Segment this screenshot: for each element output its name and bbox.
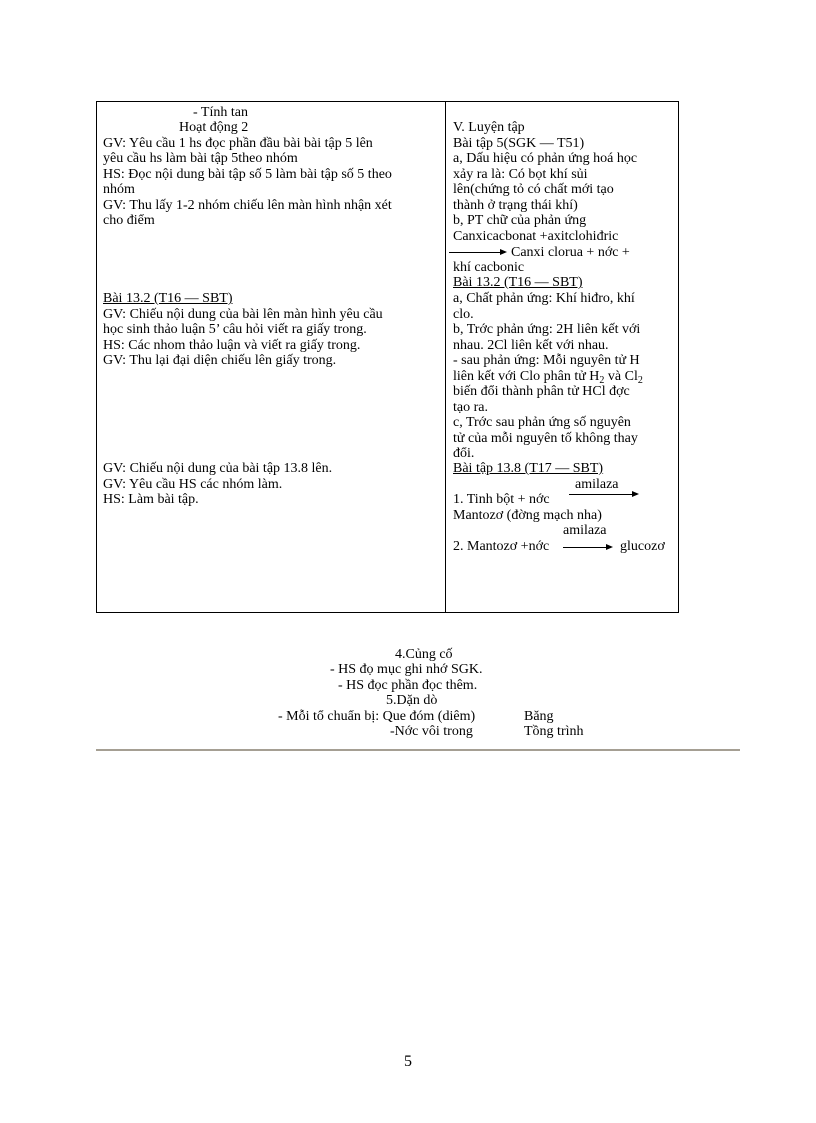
left-line: GV: Thu lại đại diện chiếu lên giấy trong.: [103, 353, 337, 368]
right-line: biến đổi thành phân tử HCl đợc: [453, 384, 630, 399]
right-line: Canxi clorua + nớc +: [511, 245, 630, 260]
left-line: HS: Đọc nội dung bài tập số 5 làm bài tập số 5 theo: [103, 167, 392, 182]
right-line: glucozơ: [620, 539, 665, 554]
footer-line: - HS đọc phần đọc thêm.: [338, 678, 478, 693]
right-line: xảy ra là: Có bọt khí sủi: [453, 167, 588, 182]
section-heading: 5.Dặn dò: [386, 693, 438, 708]
left-line: học sinh thảo luận 5’ câu hỏi viết ra giấy trong.: [103, 322, 367, 337]
right-line: lên(chứng tỏ có chất mới tạo: [453, 182, 614, 197]
reaction-arrow: [563, 547, 611, 548]
exercise-heading: Bài 13.2 (T16 — SBT): [103, 291, 233, 306]
footer-line: -Nớc vôi trong: [390, 724, 473, 739]
left-line: GV: Chiếu nội dung của bài lên màn hình yêu cầu: [103, 307, 383, 322]
right-line: tạo ra.: [453, 400, 488, 415]
right-line: a, Chất phản ứng: Khí hiđro, khí: [453, 291, 635, 306]
right-line: liên kết với Clo phân tử $H_2$ và $Cl_2$: [453, 369, 643, 386]
right-line: - sau phản ứng: Mỗi nguyên tử H: [453, 353, 640, 368]
right-line: Canxicacbonat +axitclohiđric: [453, 229, 619, 244]
right-line: khí cacbonic: [453, 260, 525, 275]
right-line: clo.: [453, 307, 474, 322]
right-line: b, PT chữ của phản ứng: [453, 213, 587, 228]
left-line: GV: Yêu cầu HS các nhóm làm.: [103, 477, 283, 492]
right-line: thành ở trạng thái khí): [453, 198, 578, 213]
left-line: GV: Chiếu nội dung của bài tập 13.8 lên.: [103, 461, 333, 476]
left-line: cho điểm: [103, 213, 155, 228]
enzyme-label: amilaza: [575, 477, 619, 492]
enzyme-label: amilaza: [563, 523, 607, 538]
lesson-table: [96, 101, 679, 613]
footer-line: - Mỗi tổ chuẩn bị: Que đóm (diêm): [278, 709, 476, 724]
right-line: 1. Tinh bột + nớc: [453, 492, 550, 507]
right-line: nhau. 2Cl liên kết với nhau.: [453, 338, 609, 353]
exercise-heading: Bài 13.2 (T16 — SBT): [453, 275, 583, 290]
left-line: HS: Làm bài tập.: [103, 492, 199, 507]
column-divider: [445, 102, 446, 612]
footer-rule: [96, 749, 740, 751]
page-number: 5: [404, 1053, 412, 1070]
right-line: Bài tập 5(SGK — T51): [453, 136, 585, 151]
exercise-heading: Bài tập 13.8 (T17 — SBT): [453, 461, 604, 476]
section-heading: V. Luyện tập: [453, 120, 525, 135]
reaction-arrow: [569, 494, 637, 495]
reaction-arrow: [449, 252, 505, 253]
activity-heading: Hoạt động 2: [179, 120, 249, 135]
section-heading: 4.Củng cố: [395, 647, 453, 662]
left-line: - Tính tan: [193, 105, 248, 120]
right-line: Mantozơ (đờng mạch nha): [453, 508, 602, 523]
left-line: yêu cầu hs làm bài tập 5theo nhóm: [103, 151, 298, 166]
right-line: a, Dấu hiệu có phản ứng hoá học: [453, 151, 638, 166]
footer-line: Tồng trình: [524, 724, 584, 739]
left-line: GV: Yêu cầu 1 hs đọc phần đầu bài bài tập 5 lên: [103, 136, 373, 151]
right-line: b, Trớc phản ứng: 2H liên kết với: [453, 322, 641, 337]
left-line: nhóm: [103, 182, 135, 197]
footer-line: - HS đọ mục ghi nhớ SGK.: [330, 662, 483, 677]
right-line: 2. Mantozơ +nớc: [453, 539, 550, 554]
right-line: tử của mỗi nguyên tố không thay: [453, 431, 638, 446]
right-line: đổi.: [453, 446, 475, 461]
left-line: GV: Thu lấy 1-2 nhóm chiếu lên màn hình nhận xét: [103, 198, 392, 213]
right-line: c, Trớc sau phản ứng số nguyên: [453, 415, 631, 430]
left-line: HS: Các nhom thảo luận và viết ra giấy trong.: [103, 338, 361, 353]
footer-line: Băng: [524, 709, 554, 724]
